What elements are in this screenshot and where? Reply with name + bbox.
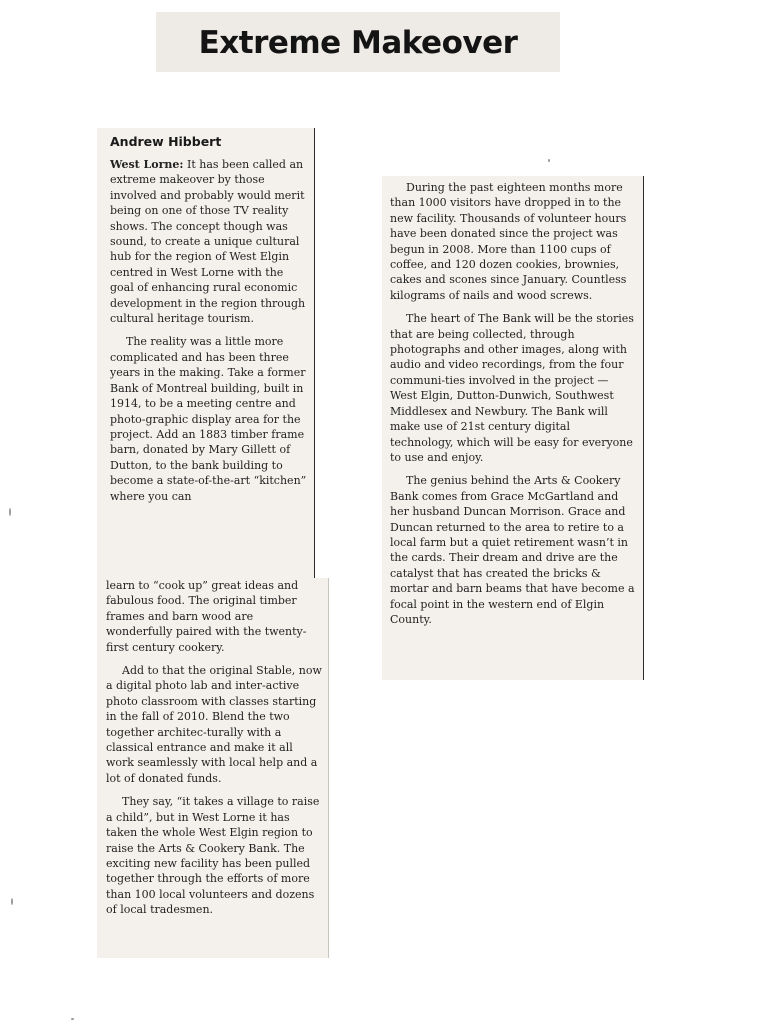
scan-speck (71, 1018, 74, 1020)
scan-speck (11, 898, 13, 905)
paragraph-4: They say, “it takes a village to raise a child”, but in West Lorne it has taken the whole West Elgin region to raise the Arts & Cookery Bank. The exciting new facility has been pulled together through the efforts of more than 100 local volunteers and dozens of local tradesmen. (106, 795, 320, 917)
paragraph-1 (110, 157, 308, 326)
article-column-1-top (97, 128, 315, 578)
article-column-2 (382, 176, 644, 680)
scan-speck (9, 508, 11, 516)
paragraph-3: Add to that the original Stable, now a digital photo lab and inter-active photo classroom with classes starting in the fall of 2010. Blend the two together architec-turally with a classical entrance and make it all work seamlessly with local help and a lot of donated funds. (106, 664, 322, 785)
scan-speck (548, 159, 550, 162)
paragraph-5: During the past eighteen months more than 1000 visitors have dropped in to the new facility. Thousands of volunteer hours have been donated since the project was begun in 2008. More than 1100 cups of coffee, and 120 dozen cookies, brownies, cakes and scones since January. Countless kilograms of nails and wood screws. (390, 181, 627, 302)
paragraph-6: The heart of The Bank will be the stories that are being collected, through photographs and other images, along with audio and video recordings, from the four communi-ties involved in the project — West Elgin, Dutton-Dunwich, Southwest Middlesex and Newbury. The Bank will make use of 21st century digital technology, which will be easy for everyone to use and enjoy. (390, 312, 634, 464)
article-column-1-bottom (97, 578, 329, 958)
headline-clipping (156, 12, 560, 72)
byline: Andrew Hibbert (110, 134, 222, 149)
dateline: West Lorne: (110, 158, 184, 171)
paragraph-7: The genius behind the Arts & Cookery Bank comes from Grace McGartland and her husband Duncan Morrison. Grace and Duncan returned to the area to retire to a local farm but a quiet retirement wasn’t in the cards. Their dream and drive are the catalyst that has created the bricks & mortar and barn beams that have become a focal point in the western end of Elgin County. (390, 474, 635, 626)
article-title: Extreme Makeover (198, 25, 518, 61)
paragraph-2: The reality was a little more complicated and has been three years in the making. Take a former Bank of Montreal building, built in 1914, to be a meeting centre and photo-graphic display area for the project. Add an 1883 timber frame barn, donated by Mary Gillett of Dutton, to the bank building to become a state-of-the-art “kitchen” where you can (110, 335, 307, 503)
paragraph-1-text: It has been called an extreme makeover by those involved and probably would merit being on one of those TV reality shows. The concept though was sound, to create a unique cultural hub for the region of West Elgin centred in West Lorne with the goal of enhancing rural economic development in the region through cultural heritage tourism. (110, 158, 306, 326)
paragraph-2-continued: learn to “cook up” great ideas and fabulous food. The original timber frames and barn wood are wonderfully paired with the twenty-first century cookery. (106, 579, 307, 654)
